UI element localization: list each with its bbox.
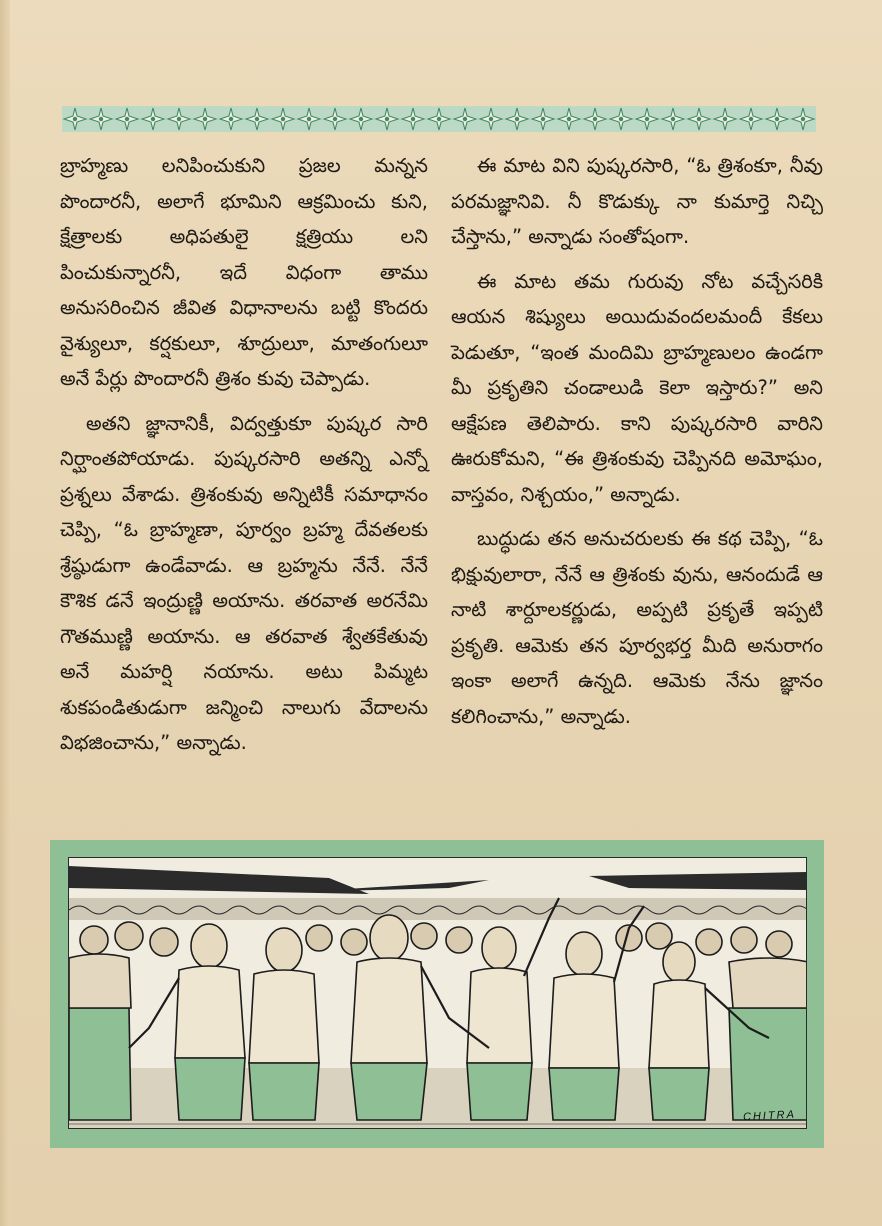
illustration-frame xyxy=(50,840,824,1148)
page-binding-edge xyxy=(0,0,10,1226)
paragraph: బ్రాహ్మణు లనిపించుకుని ప్రజల మన్నన పొందారనీ, అలాగే భూమిని ఆక్రమించు కుని, క్షేత్రాలకు అధిపతులై క్షత్రియు లని పించుకున్నారనీ, ఇదే విధంగా తాము అనుసరించిన జీవిత విధానాలను బట్టి కొందరు వైశ్యులూ, కర్షకులూ, శూద్రులూ, మాతంగులూ అనే పేర్లు పొందారనీ త్రిశం కువు చెప్పాడు. xyxy=(60,154,428,390)
artist-signature: CHITRA xyxy=(742,1108,797,1124)
paragraph: ఈ మాట విని పుష్కరసారి, “ఓ త్రిశంకూ, నీవు పరమజ్ఞానివి. నీ కొడుక్కు నా కుమార్తె నిచ్చి చేస్తాను,” అన్నాడు సంతోషంగా. xyxy=(451,154,823,248)
left-text-column xyxy=(60,148,428,770)
right-text-column xyxy=(451,148,823,743)
crowd-illustration xyxy=(68,857,807,1129)
paragraph: బుద్ధుడు తన అనుచరులకు ఈ కథ చెప్పి, “ఓ భిక్షువులారా, నేనే ఆ త్రిశంకు వును, ఆనందుడే ఆ నాటి శార్దూలకర్ణుడు, అప్పటి ప్రకృతే ఇప్పటి ప్రకృతి. ఆమెకు తన పూర్వభర్త మీది అనురాగం ఇంకా అలాగే ఉన్నది. ఆమెకు నేను జ్ఞానం కలిగించాను,” అన్నాడు. xyxy=(451,527,823,728)
crowd-drawing xyxy=(69,858,807,1129)
decorative-border xyxy=(62,106,816,132)
paragraph: ఈ మాట తమ గురువు నోట వచ్చేసరికి ఆయన శిష్యులు అయిదువందలమందీ కేకలు పెడుతూ, “ఇంత మందిమి బ్రాహ్మణులం ఉండగా మీ ప్రకృతిని చండాలుడి కెలా ఇస్తారు?” అని ఆక్షేపణ తెలిపారు. కాని పుష్కరసారి వారిని ఊరుకోమని, “ఈ త్రిశంకువు చెప్పినది అమోఘం, వాస్తవం, నిశ్చయం,” అన్నాడు. xyxy=(451,269,823,506)
paragraph: అతని జ్ఞానానికీ, విద్వత్తుకూ పుష్కర సారి నిర్ఘాంతపోయాడు. పుష్కరసారి అతన్ని ఎన్నో ప్రశ్నలు వేశాడు. త్రిశంకువు అన్నిటికీ సమాధానం చెప్పి, “ఓ బ్రాహ్మణా, పూర్వం బ్రహ్మ దేవతలకు శ్రేష్ఠుడుగా ఉండేవాడు. ఆ బ్రహ్మను నేనే. నేనే కౌశిక డనే ఇంద్రుణ్ణి అయాను. తరవాత అరనేమి గౌతముణ్ణి అయాను. ఆ తరవాత శ్వేతకేతువు అనే మహర్షి నయాను. అటు పిమ్మట శుకపండితుడుగా జన్మించి నాలుగు వేదాలను విభజించాను,” అన్నాడు. xyxy=(60,411,428,754)
